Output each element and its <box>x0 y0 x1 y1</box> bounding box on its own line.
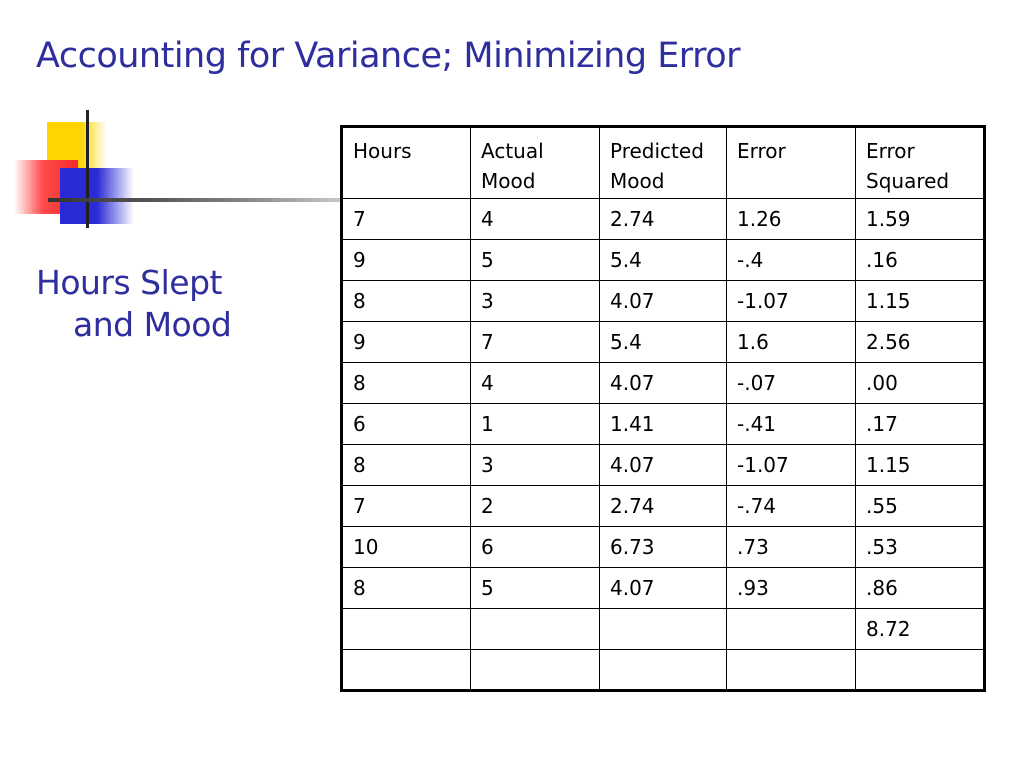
table-cell-predicted-mood <box>600 650 727 691</box>
slide-subtitle <box>36 262 231 346</box>
table-row <box>342 322 985 363</box>
table-cell-error-squared: 1.59 <box>856 199 985 240</box>
table-cell-hours <box>342 609 471 650</box>
table-cell-hours: 9 <box>342 322 471 363</box>
table-cell-actual-mood: 1 <box>471 404 600 445</box>
column-header-actual-mood: Actual Mood <box>471 127 600 199</box>
table-cell-error-squared: .17 <box>856 404 985 445</box>
table-cell-error <box>727 650 856 691</box>
table-cell-error: -.07 <box>727 363 856 404</box>
table-cell-actual-mood: 3 <box>471 281 600 322</box>
column-header-error: Error <box>727 127 856 199</box>
table-cell-hours: 9 <box>342 240 471 281</box>
table-cell-error-squared: 1.15 <box>856 281 985 322</box>
table-cell-actual-mood: 4 <box>471 199 600 240</box>
slide-title: Accounting for Variance; Minimizing Error <box>36 36 741 76</box>
table-cell-error: 1.6 <box>727 322 856 363</box>
table-cell-predicted-mood: 4.07 <box>600 568 727 609</box>
table-cell-error: .73 <box>727 527 856 568</box>
table-row <box>342 240 985 281</box>
table-cell-predicted-mood: 1.41 <box>600 404 727 445</box>
table-cell-predicted-mood: 4.07 <box>600 445 727 486</box>
table-row <box>342 527 985 568</box>
table-cell-error-squared: .53 <box>856 527 985 568</box>
table-cell-actual-mood: 2 <box>471 486 600 527</box>
table-cell-error-squared <box>856 650 985 691</box>
table-row <box>342 650 985 691</box>
table-cell-predicted-mood: 4.07 <box>600 363 727 404</box>
table-row <box>342 281 985 322</box>
blue-square-decoration <box>60 168 134 224</box>
table-cell-error-squared: .00 <box>856 363 985 404</box>
table-row <box>342 445 985 486</box>
subtitle-line-1: Hours Slept <box>36 263 222 302</box>
table-cell-hours: 8 <box>342 445 471 486</box>
table-row <box>342 363 985 404</box>
table-cell-error: 1.26 <box>727 199 856 240</box>
table-cell-error-squared: 8.72 <box>856 609 985 650</box>
table-cell-predicted-mood: 5.4 <box>600 240 727 281</box>
column-header-error-squared: Error Squared <box>856 127 985 199</box>
table-cell-error: -.4 <box>727 240 856 281</box>
table-row <box>342 609 985 650</box>
table-cell-hours: 8 <box>342 281 471 322</box>
data-table <box>340 125 986 692</box>
table-cell-actual-mood: 7 <box>471 322 600 363</box>
table-cell-actual-mood <box>471 609 600 650</box>
table-row <box>342 568 985 609</box>
subtitle-line-2: and Mood <box>73 305 232 344</box>
table-cell-error-squared: .86 <box>856 568 985 609</box>
table-cell-error: -1.07 <box>727 281 856 322</box>
table-cell-error-squared: 2.56 <box>856 322 985 363</box>
table-header-row <box>342 127 985 199</box>
column-header-predicted-mood: Predicted Mood <box>600 127 727 199</box>
table-row <box>342 199 985 240</box>
table-cell-predicted-mood: 5.4 <box>600 322 727 363</box>
decorative-logo <box>0 100 340 240</box>
table-cell-error: -.41 <box>727 404 856 445</box>
table-cell-error: .93 <box>727 568 856 609</box>
table-cell-hours: 8 <box>342 568 471 609</box>
table-cell-error: -.74 <box>727 486 856 527</box>
vertical-rule-decoration <box>86 110 89 228</box>
table-cell-predicted-mood: 2.74 <box>600 199 727 240</box>
column-header-hours: Hours <box>342 127 471 199</box>
table-cell-hours: 7 <box>342 486 471 527</box>
table-cell-error-squared: 1.15 <box>856 445 985 486</box>
table-body <box>342 199 985 691</box>
horizontal-rule-decoration <box>48 198 340 202</box>
table-cell-predicted-mood <box>600 609 727 650</box>
table-cell-actual-mood <box>471 650 600 691</box>
table-cell-actual-mood: 6 <box>471 527 600 568</box>
table-row <box>342 486 985 527</box>
table-cell-actual-mood: 5 <box>471 568 600 609</box>
table-cell-hours: 6 <box>342 404 471 445</box>
table-cell-actual-mood: 3 <box>471 445 600 486</box>
table-cell-hours: 7 <box>342 199 471 240</box>
table-cell-error-squared: .55 <box>856 486 985 527</box>
table-cell-error <box>727 609 856 650</box>
table-cell-actual-mood: 5 <box>471 240 600 281</box>
table-cell-hours <box>342 650 471 691</box>
table-row <box>342 404 985 445</box>
table-cell-hours: 10 <box>342 527 471 568</box>
table-cell-actual-mood: 4 <box>471 363 600 404</box>
table-cell-hours: 8 <box>342 363 471 404</box>
table-cell-predicted-mood: 6.73 <box>600 527 727 568</box>
table-cell-predicted-mood: 2.74 <box>600 486 727 527</box>
table-cell-predicted-mood: 4.07 <box>600 281 727 322</box>
table-cell-error: -1.07 <box>727 445 856 486</box>
table-cell-error-squared: .16 <box>856 240 985 281</box>
